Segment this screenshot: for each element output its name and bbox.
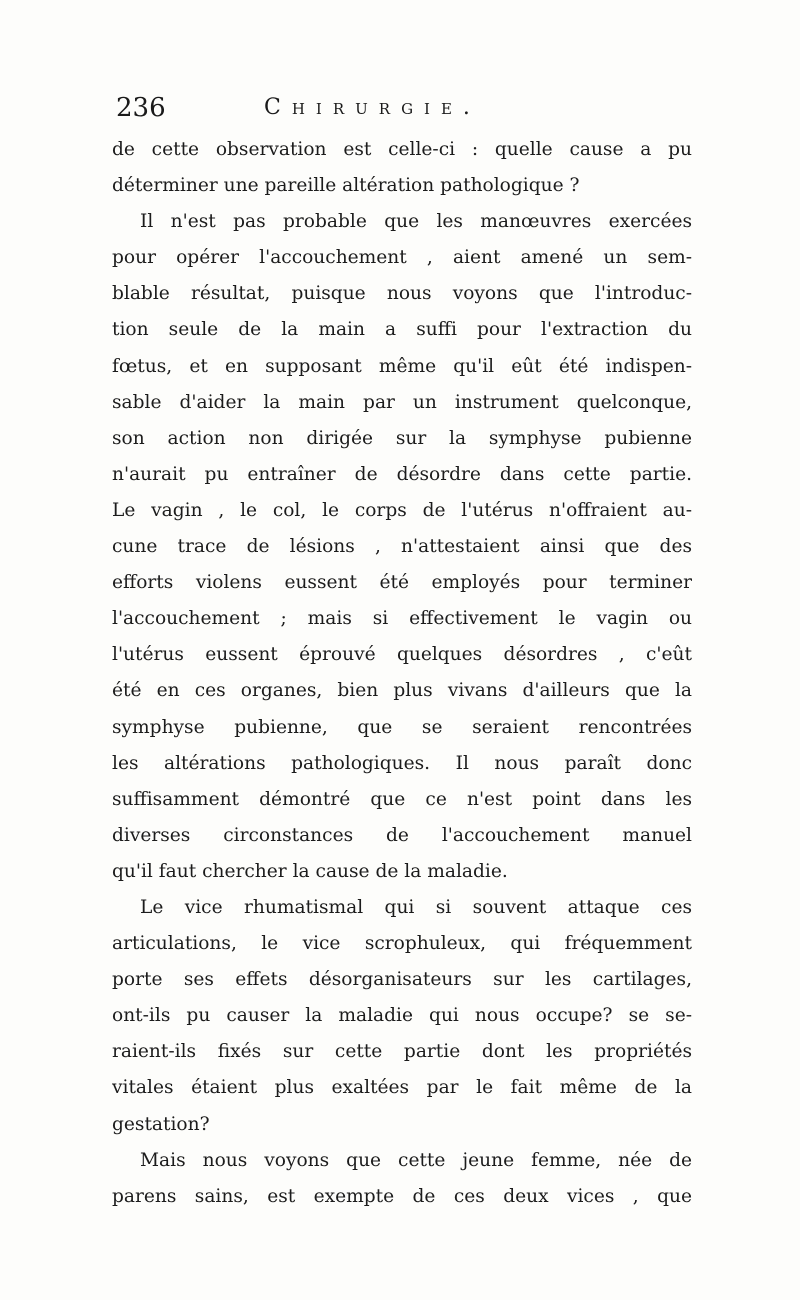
text-line: articulations, le vice scrophuleux, qui fréquemment <box>112 933 692 955</box>
text-line: son action non dirigée sur la symphyse pubienne <box>112 427 692 449</box>
running-head <box>116 88 686 128</box>
text-line: été en ces organes, bien plus vivans d'ailleurs que la <box>112 680 692 702</box>
page-number: 236 <box>116 93 166 123</box>
text-line: n'aurait pu entraîner de désordre dans cette partie. <box>112 463 692 485</box>
text-line: de cette observation est celle-ci : quelle cause a pu <box>112 139 692 160</box>
body-text <box>112 132 692 1215</box>
text-line: suffisamment démontré que ce n'est point dans les <box>112 788 692 810</box>
text-line: Le vice rhumatismal qui si souvent attaque ces <box>140 896 692 918</box>
text-line: sable d'aider la main par un instrument quelconque, <box>112 391 692 413</box>
text-line: l'accouchement ; mais si effectivement le vagin ou <box>112 608 692 630</box>
text-line: porte ses effets désorganisateurs sur les cartilages, <box>112 969 692 991</box>
text-line: ont-ils pu causer la maladie qui nous occupe? se se- <box>112 1005 692 1027</box>
text-line: les altérations pathologiques. Il nous paraît donc <box>112 752 692 774</box>
text-line: Il n'est pas probable que les manœuvres exercées <box>140 211 692 233</box>
text-line: efforts violens eussent été employés pour terminer <box>112 572 692 594</box>
text-line: parens sains, est exempte de ces deux vices , que <box>112 1185 692 1207</box>
text-line: tion seule de la main a suffi pour l'extraction du <box>112 319 692 341</box>
text-line: Le vagin , le col, le corps de l'utérus n'offraient au- <box>112 499 692 521</box>
text-line: qu'il faut chercher la cause de la maladie. <box>112 860 508 882</box>
text-line: cune trace de lésions , n'attestaient ainsi que des <box>112 536 692 558</box>
text-line: l'utérus eussent éprouvé quelques désordres , c'eût <box>112 644 692 666</box>
text-line: raient-ils fixés sur cette partie dont les propriétés <box>112 1041 692 1063</box>
text-line: diverses circonstances de l'accouchement manuel <box>112 824 692 846</box>
text-line: fœtus, et en supposant même qu'il eût été indispen- <box>112 355 692 377</box>
text-line: symphyse pubienne, que se seraient rencontrées <box>112 716 692 738</box>
running-title: Chirurgie. <box>264 95 481 120</box>
text-line: Mais nous voyons que cette jeune femme, née de <box>140 1149 692 1171</box>
text-line: déterminer une pareille altération pathologique ? <box>112 175 580 197</box>
text-line: gestation? <box>112 1113 210 1135</box>
text-line: pour opérer l'accouchement , aient amené un sem- <box>112 247 692 269</box>
text-line: blable résultat, puisque nous voyons que l'introduc- <box>112 283 692 305</box>
text-line: vitales étaient plus exaltées par le fait même de la <box>112 1077 692 1099</box>
